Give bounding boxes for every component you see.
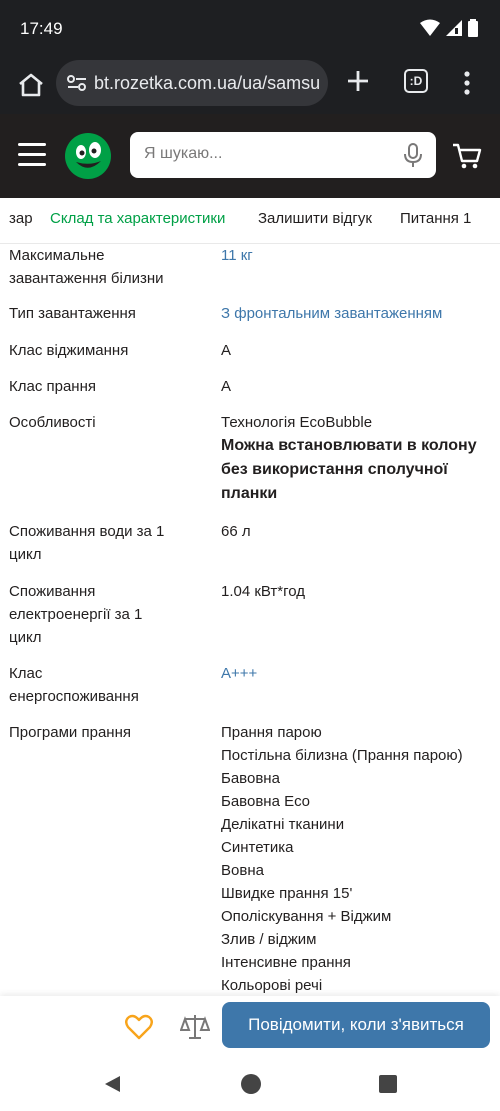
- home-icon[interactable]: [16, 70, 46, 100]
- more-menu-icon[interactable]: [462, 68, 472, 98]
- system-nav-bar: [0, 1058, 500, 1111]
- recents-icon[interactable]: [379, 1075, 397, 1093]
- bottom-action-bar: [0, 996, 500, 1058]
- home-circle-icon[interactable]: [240, 1073, 262, 1095]
- tab-questions[interactable]: Питання 1: [400, 210, 472, 227]
- spec-value-link[interactable]: A+++: [221, 665, 258, 682]
- spec-key: Клас віджимання: [9, 342, 129, 359]
- new-tab-icon[interactable]: [344, 67, 372, 95]
- spec-value: 1.04 кВт*год: [221, 583, 306, 600]
- notify-when-available-button[interactable]: Повідомити, коли з'явиться: [222, 1002, 490, 1048]
- spec-key: Споживання електроенергії за 1 цикл: [9, 583, 143, 646]
- address-bar[interactable]: [56, 60, 328, 106]
- status-time: 17:49: [20, 19, 63, 38]
- rozetka-logo-icon[interactable]: [64, 132, 112, 180]
- spec-value-list: Прання парою Постільна білизна (Прання парою) Бавовна Бавовна Eco Делікатні тканини Синтетика Вовна Швидке прання 15' Ополіскування + Віджим Злив / віджим Інтенсивне прання Кольорові речі: [221, 724, 463, 994]
- back-icon[interactable]: [102, 1074, 122, 1094]
- spec-key: Клас енергоспоживання: [9, 665, 139, 705]
- product-tabs: [0, 198, 500, 244]
- search-placeholder: Я шукаю...: [144, 145, 223, 162]
- battery-icon: [468, 19, 478, 37]
- spec-value-link[interactable]: З фронтальним завантаженням: [221, 305, 443, 322]
- tab-product[interactable]: зар: [9, 210, 33, 227]
- spec-key: Тип завантаження: [9, 305, 136, 322]
- characteristics-list: [0, 244, 500, 996]
- compare-scales-icon[interactable]: [180, 1013, 210, 1041]
- spec-key: Програми прання: [9, 724, 131, 741]
- browser-toolbar: [0, 58, 500, 114]
- site-settings-icon[interactable]: [66, 73, 88, 93]
- signal-icon: [446, 19, 462, 37]
- spec-value: A: [221, 342, 232, 359]
- wifi-icon: [420, 19, 440, 37]
- tab-reviews[interactable]: Залишити відгук: [258, 210, 372, 227]
- microphone-icon[interactable]: [402, 142, 424, 168]
- tab-switcher-button[interactable]: :D: [404, 69, 428, 93]
- spec-value-link[interactable]: 11 кг: [221, 247, 253, 264]
- site-header: [0, 114, 500, 198]
- url-text: bt.rozetka.com.ua/ua/samsu: [94, 73, 321, 93]
- spec-value: Технологія EcoBubble Можна встановлювати в колону без використання сполучної планки: [221, 414, 477, 502]
- status-bar: [0, 0, 500, 58]
- spec-value: A: [221, 378, 232, 395]
- spec-key: Максимальне завантаження білизни: [9, 247, 164, 287]
- search-box[interactable]: [130, 132, 436, 178]
- spec-value: 66 л: [221, 523, 251, 540]
- wishlist-heart-icon[interactable]: [125, 1014, 153, 1040]
- tab-characteristics[interactable]: Склад та характеристики: [50, 210, 226, 227]
- spec-key: Особливості: [9, 414, 96, 431]
- spec-key: Споживання води за 1 цикл: [9, 523, 165, 563]
- spec-key: Клас прання: [9, 378, 96, 395]
- cart-icon[interactable]: [452, 142, 482, 170]
- menu-burger-icon[interactable]: [18, 143, 46, 167]
